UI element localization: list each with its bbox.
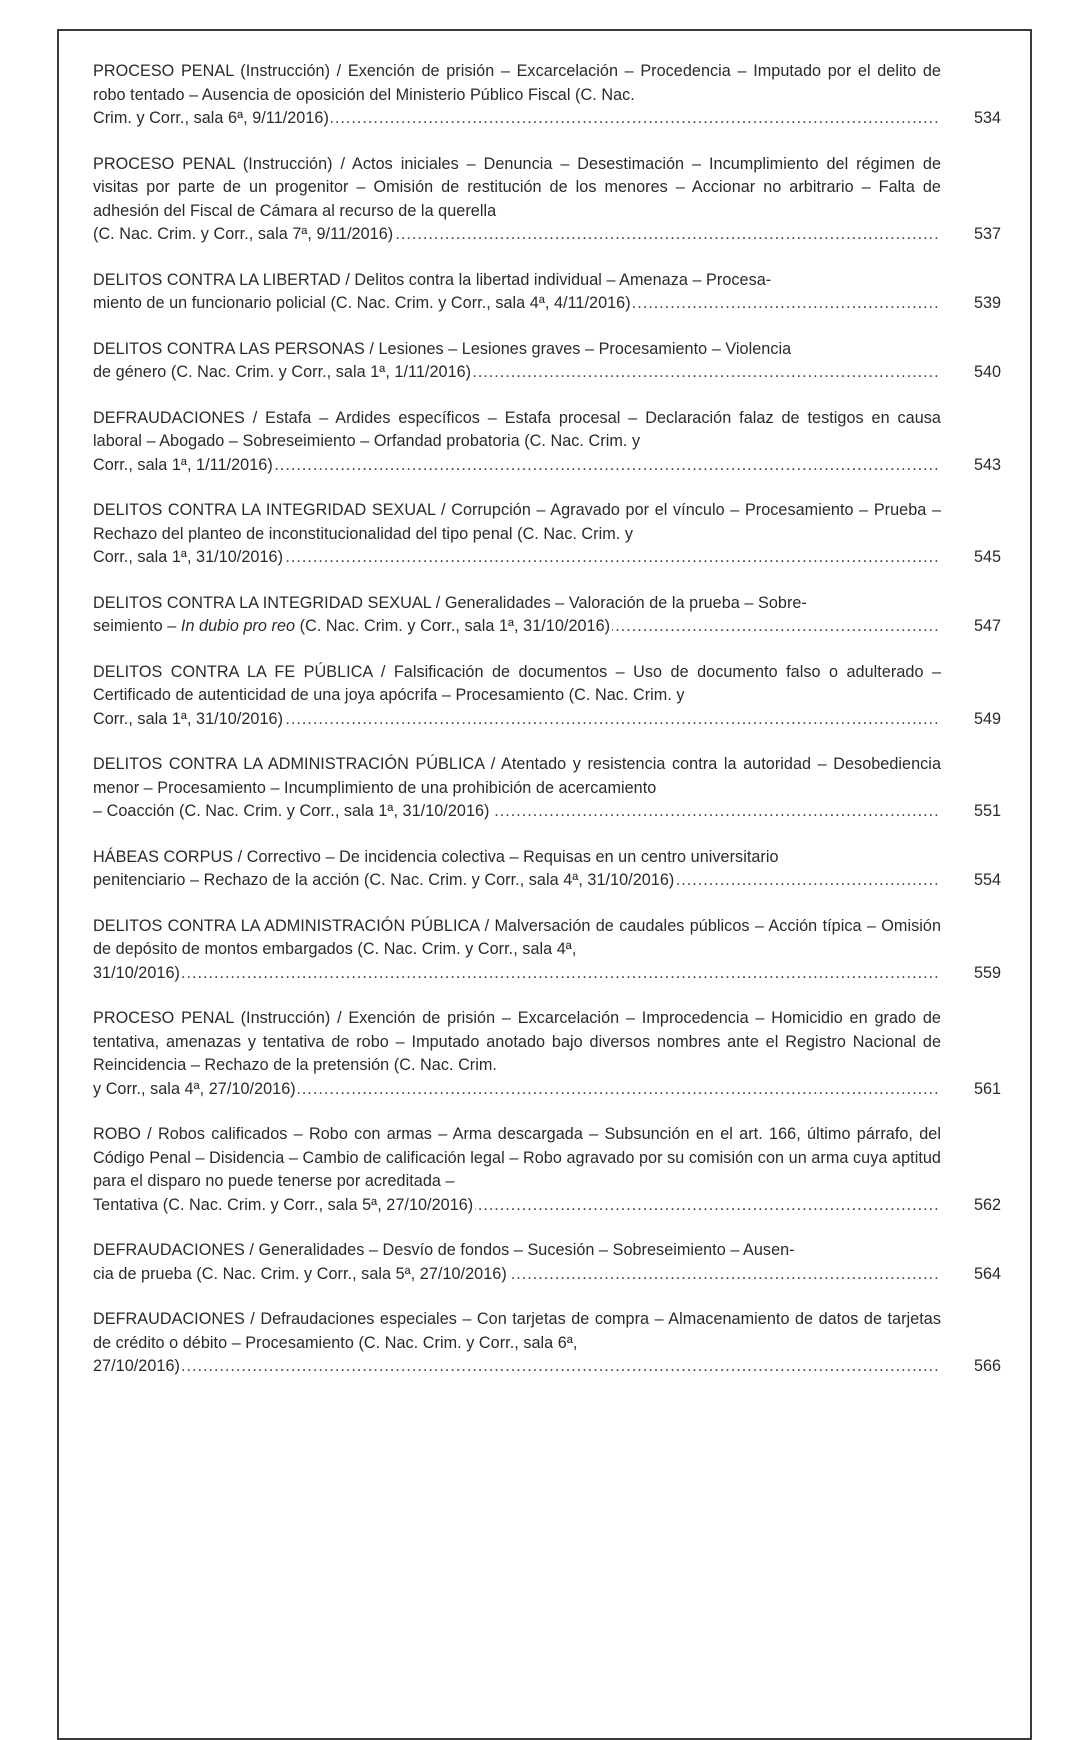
index-entry [93, 1007, 1001, 1101]
index-entry [93, 499, 1001, 570]
entry-text-latin: In dubio pro reo [180, 617, 296, 635]
entry-text: PROCESO PENAL (Instrucción) / Exención de prisión – Excarcelación – Procedencia – Imputado por el delito de robo tentado – Ausencia de oposición del Ministerio Público Fiscal (C. Nac. [93, 62, 941, 104]
page-number: 562 [973, 1195, 1001, 1214]
page-number: 559 [973, 963, 1001, 982]
entry-text-tail-pre: seimiento – [93, 617, 181, 635]
entry-text-tail: 31/10/2016) [93, 963, 180, 982]
index-entry [93, 1239, 1001, 1286]
page-number: 540 [973, 363, 1001, 381]
entry-text: DELITOS CONTRA LAS PERSONAS / Lesiones – Lesiones graves – Procesamiento – Violencia [93, 339, 792, 358]
entry-text: DELITOS CONTRA LA INTEGRIDAD SEXUAL / Generalidades – Valoración de la prueba – Sobre- [93, 593, 807, 612]
index-entry [93, 1123, 1001, 1217]
entry-text-tail: Tentativa (C. Nac. Crim. y Corr., sala 5ª, 27/10/2016) [93, 1195, 474, 1214]
entry-text-tail: (C. Nac. Crim. y Corr., sala 1ª, 31/10/2016) [295, 617, 611, 635]
page-number: 554 [973, 871, 1001, 889]
entry-text-tail: (C. Nac. Crim. y Corr., sala 7ª, 9/11/2016) [93, 225, 394, 243]
index-entry [93, 407, 1001, 478]
entry-text: ROBO / Robos calificados – Robo con armas – Arma descargada – Subsunción en el art. 166, último párrafo, del Código Penal – Disidencia – Cambio de calificación legal – Robo agravado por su comisión con un arma cuya aptitud para el disparo no puede tenerse por acreditada – [93, 1125, 941, 1190]
entry-text: HÁBEAS CORPUS / Correctivo – De incidencia colectiva – Requisas en un centro universitario [93, 847, 779, 866]
page-number: 564 [973, 1264, 1001, 1283]
entry-text-tail: Corr., sala 1ª, 1/11/2016) [93, 455, 273, 474]
index-entry [93, 338, 1001, 385]
entry-text: DELITOS CONTRA LA ADMINISTRACIÓN PÚBLICA / Malversación de caudales públicos – Acción típica – Omisión de depósito de montos embargados (C. Nac. Crim. y Corr., sala 4ª, [93, 916, 941, 958]
entry-text-tail: – Coacción (C. Nac. Crim. y Corr., sala 1ª, 31/10/2016) [93, 802, 490, 820]
index-entry [93, 60, 1001, 131]
entry-text-tail: cia de prueba (C. Nac. Crim. y Corr., sala 5ª, 27/10/2016) [93, 1264, 507, 1283]
entry-text-tail: Corr., sala 1ª, 31/10/2016) [93, 709, 284, 728]
page-number: 549 [973, 709, 1001, 728]
index-entries [93, 60, 1001, 1401]
entry-text: PROCESO PENAL (Instrucción) / Exención de prisión – Excarcelación – Improcedencia – Homicidio en grado de tentativa, amenazas y tentativa de robo – Imputado anotado bajo diversos nombres ante el Registro Nacional de Reincidencia – Rechazo de la pretensión (C. Nac. Crim. [93, 1009, 941, 1074]
index-entry [93, 661, 1001, 732]
entry-text: DELITOS CONTRA LA INTEGRIDAD SEXUAL / Corrupción – Agravado por el vínculo – Procesamiento – Prueba – Rechazo del planteo de inconstitucionalidad del tipo penal (C. Nac. Crim. y [93, 501, 941, 543]
page-number: 534 [973, 109, 1001, 127]
entry-text: DEFRAUDACIONES / Generalidades – Desvío de fondos – Sucesión – Sobreseimiento – Ausen- [93, 1241, 795, 1259]
index-entry [93, 153, 1001, 247]
index-entry [93, 846, 1001, 893]
entry-text-tail: y Corr., sala 4ª, 27/10/2016) [93, 1079, 296, 1098]
entry-text: DELITOS CONTRA LA ADMINISTRACIÓN PÚBLICA / Atentado y resistencia contra la autoridad – Desobediencia menor – Procesamiento – Incumplimiento de una prohibición de acercamiento [93, 755, 941, 797]
entry-text: DELITOS CONTRA LA FE PÚBLICA / Falsificación de documentos – Uso de documento falso o adulterado – Certificado de autenticidad de una joya apócrifa – Procesamiento (C. Nac. Crim. y [93, 662, 941, 704]
entry-text-tail: Corr., sala 1ª, 31/10/2016) [93, 548, 284, 566]
page-number: 551 [973, 802, 1001, 820]
entry-text-tail: penitenciario – Rechazo de la acción (C. Nac. Crim. y Corr., sala 4ª, 31/10/2016) [93, 871, 675, 889]
entry-text: DEFRAUDACIONES / Defraudaciones especiales – Con tarjetas de compra – Almacenamiento de datos de tarjetas de crédito o débito – Procesamiento (C. Nac. Crim. y Corr., sala 6ª, [93, 1310, 941, 1352]
index-entry [93, 915, 1001, 986]
index-entry [93, 753, 1001, 824]
page-number: 547 [973, 617, 1001, 635]
page-number: 537 [973, 225, 1001, 243]
page-number: 545 [973, 548, 1001, 566]
entry-text: DELITOS CONTRA LA LIBERTAD / Delitos contra la libertad individual – Amenaza – Procesa- [93, 270, 772, 289]
entry-text: PROCESO PENAL (Instrucción) / Actos iniciales – Denuncia – Desestimación – Incumplimiento del régimen de visitas por parte de un progenitor – Omisión de restitución de los menores – Accionar no arbitrario – Falta de adhesión del Fiscal de Cámara al recurso de la querella [93, 154, 941, 220]
page-number: 539 [973, 294, 1001, 312]
page-number: 543 [973, 455, 1001, 474]
entry-text: DEFRAUDACIONES / Estafa – Ardides específicos – Estafa procesal – Declaración falaz de testigos en causa laboral – Abogado – Sobreseimiento – Orfandad probatoria (C. Nac. Crim. y [93, 408, 941, 450]
index-entry [93, 1308, 1001, 1379]
entry-text-tail: miento de un funcionario policial (C. Nac. Crim. y Corr., sala 4ª, 4/11/2016) [93, 294, 631, 312]
entry-text-tail: Crim. y Corr., sala 6ª, 9/11/2016) [93, 109, 329, 127]
index-entry [93, 592, 1001, 639]
page-number: 566 [973, 1357, 1001, 1375]
index-entry [93, 269, 1001, 316]
entry-text-tail: 27/10/2016) [93, 1357, 180, 1375]
entry-text-tail: de género (C. Nac. Crim. y Corr., sala 1ª, 1/11/2016) [93, 363, 472, 381]
page-number: 561 [973, 1079, 1001, 1098]
